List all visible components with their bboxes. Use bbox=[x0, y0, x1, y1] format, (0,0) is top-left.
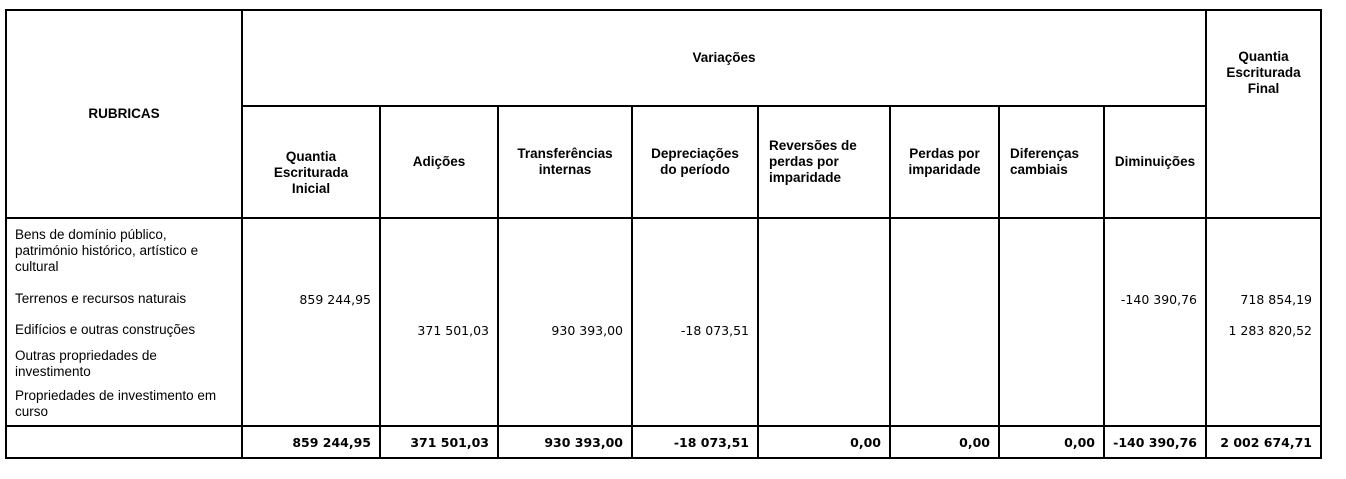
total-value: -18 073,51 bbox=[632, 426, 758, 458]
column-header-line: Perdas por bbox=[909, 146, 980, 161]
column-header-line: Quantia bbox=[285, 149, 337, 164]
quantia-final-header bbox=[1206, 10, 1321, 218]
column-header-line: Depreciações bbox=[651, 146, 739, 161]
total-value: 371 501,03 bbox=[380, 426, 498, 458]
total-value: -140 390,76 bbox=[1104, 426, 1206, 458]
column-header-line: cambiais bbox=[1010, 162, 1068, 177]
column-header-line: Inicial bbox=[291, 181, 331, 196]
values-column bbox=[1104, 218, 1206, 426]
column-header-depreciacoes bbox=[632, 106, 758, 218]
cell-value: -18 073,51 bbox=[680, 323, 749, 338]
column-header-line: do período bbox=[660, 162, 730, 177]
total-value: 859 244,95 bbox=[242, 426, 380, 458]
row-label: Outras propriedades de investimento bbox=[15, 348, 157, 379]
cell-value: 859 244,95 bbox=[299, 292, 371, 307]
values-column bbox=[380, 218, 498, 426]
total-value: 0,00 bbox=[890, 426, 999, 458]
total-value: 2 002 674,71 bbox=[1206, 426, 1321, 458]
values-column bbox=[1206, 218, 1321, 426]
cell-value: -140 390,76 bbox=[1120, 292, 1197, 307]
values-column bbox=[632, 218, 758, 426]
quantia-final-line-2: Escriturada bbox=[1226, 65, 1301, 80]
asset-variation-table bbox=[5, 9, 1322, 459]
column-header-diminuicoes bbox=[1104, 106, 1206, 218]
rubricas-header: RUBRICAS bbox=[6, 10, 242, 218]
column-header-line: imparidade bbox=[769, 170, 842, 185]
column-header-quantia-inicial bbox=[242, 106, 380, 218]
values-column bbox=[999, 218, 1104, 426]
cell-value: 1 283 820,52 bbox=[1228, 323, 1312, 338]
values-column bbox=[242, 218, 380, 426]
total-value: 0,00 bbox=[999, 426, 1104, 458]
column-header-reversoes-perdas bbox=[758, 106, 890, 218]
column-header-transferencias-internas bbox=[498, 106, 632, 218]
column-header-line: Escriturada bbox=[273, 165, 349, 180]
column-header-perdas-imparidade bbox=[890, 106, 999, 218]
column-header-line: Reversões de bbox=[769, 138, 857, 153]
column-header-diferencas-cambiais bbox=[999, 106, 1104, 218]
values-column bbox=[890, 218, 999, 426]
variacoes-header: Variações bbox=[242, 10, 1206, 106]
column-header-line: internas bbox=[538, 162, 592, 177]
cell-value: 718 854,19 bbox=[1240, 292, 1312, 307]
cell-value: 371 501,03 bbox=[417, 323, 489, 338]
row-label: Terrenos e recursos naturais bbox=[15, 291, 187, 306]
rubricas-column bbox=[6, 218, 242, 426]
column-header-line: Transferências bbox=[517, 146, 613, 161]
values-column bbox=[498, 218, 632, 426]
column-header-adicoes bbox=[380, 106, 498, 218]
cell-value: 930 393,00 bbox=[551, 323, 623, 338]
quantia-final-line-1: Quantia bbox=[1238, 49, 1289, 64]
column-header-line: imparidade bbox=[908, 162, 981, 177]
total-value: 0,00 bbox=[758, 426, 890, 458]
total-label-cell bbox=[6, 426, 242, 458]
values-column bbox=[758, 218, 890, 426]
column-header-line: Diferenças bbox=[1010, 146, 1080, 161]
quantia-final-line-3: Final bbox=[1247, 81, 1280, 96]
row-label: Bens de domínio público, património histórico, artístico e cultural bbox=[15, 227, 199, 274]
row-label: Propriedades de investimento em curso bbox=[15, 388, 217, 419]
total-value: 930 393,00 bbox=[498, 426, 632, 458]
column-header-line: Adições bbox=[412, 154, 466, 169]
column-header-line: perdas por bbox=[769, 154, 839, 169]
column-header-line: Diminuições bbox=[1114, 154, 1196, 169]
row-label: Edifícios e outras construções bbox=[15, 322, 196, 337]
